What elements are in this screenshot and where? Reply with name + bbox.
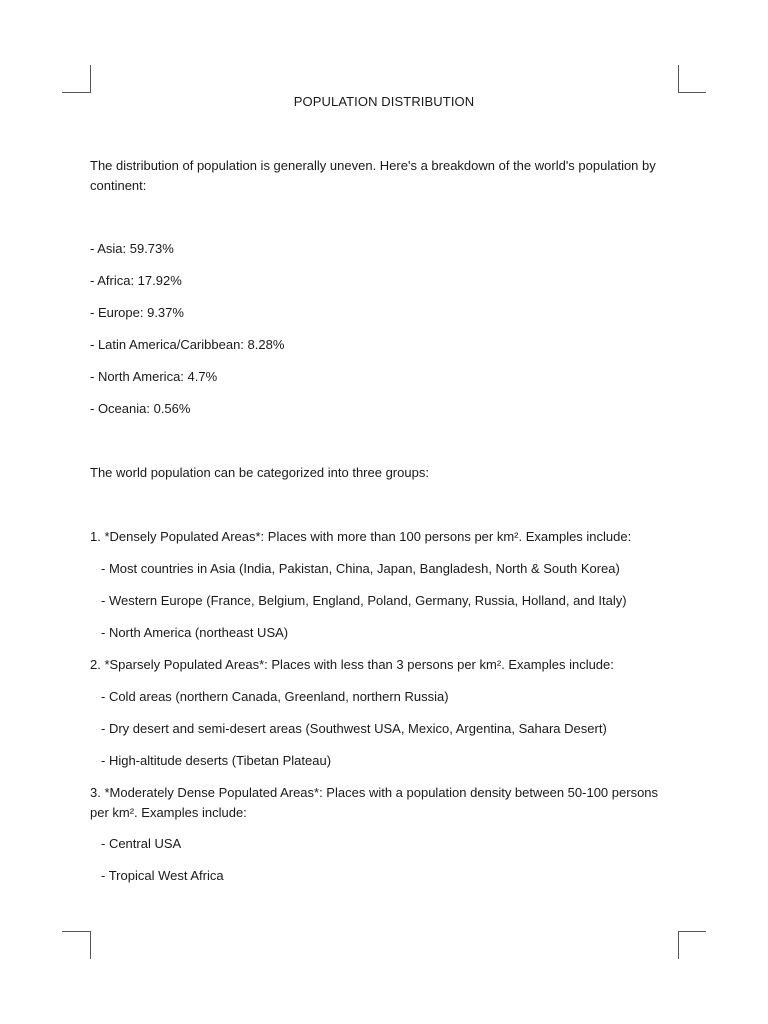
continent-item-asia: - Asia: 59.73% [90,241,174,256]
crop-mark-top-left-v [90,65,91,93]
crop-mark-top-right-h [678,92,706,93]
intro-paragraph: The distribution of population is generally uneven. Here's a breakdown of the world's population by continent: [90,158,656,193]
continent-item-north-america: - North America: 4.7% [90,369,218,384]
group1-example: - North America (northeast USA) [101,625,289,640]
groups-intro: The world population can be categorized into three groups: [90,465,429,480]
crop-mark-bottom-right-v [678,931,679,959]
crop-mark-top-left-h [62,92,90,93]
group3-example: - Central USA [101,836,182,851]
continent-item-africa: - Africa: 17.92% [90,273,182,288]
group1-example: - Western Europe (France, Belgium, England, Poland, Germany, Russia, Holland, and Italy) [101,593,627,608]
group3-heading: 3. *Moderately Dense Populated Areas*: Places with a population density between 50-100 persons per km². Examples include: [90,785,659,820]
crop-mark-top-right-v [678,65,679,93]
crop-mark-bottom-right-h [678,931,706,932]
group1-heading: 1. *Densely Populated Areas*: Places with more than 100 persons per km². Examples include: [90,529,632,544]
continent-item-oceania: - Oceania: 0.56% [90,401,191,416]
group1-example: - Most countries in Asia (India, Pakistan, China, Japan, Bangladesh, North & South Korea) [101,561,620,576]
continent-item-latin-america: - Latin America/Caribbean: 8.28% [90,337,285,352]
group2-example: - Dry desert and semi-desert areas (Southwest USA, Mexico, Argentina, Sahara Desert) [101,721,607,736]
group2-example: - High-altitude deserts (Tibetan Plateau) [101,753,332,768]
crop-mark-bottom-left-v [90,931,91,959]
continent-item-europe: - Europe: 9.37% [90,305,184,320]
crop-mark-bottom-left-h [62,931,90,932]
group2-heading: 2. *Sparsely Populated Areas*: Places with less than 3 persons per km². Examples include: [90,657,614,672]
group3-example: - Tropical West Africa [101,868,224,883]
page-title: POPULATION DISTRIBUTION [293,94,475,109]
group2-example: - Cold areas (northern Canada, Greenland, northern Russia) [101,689,449,704]
